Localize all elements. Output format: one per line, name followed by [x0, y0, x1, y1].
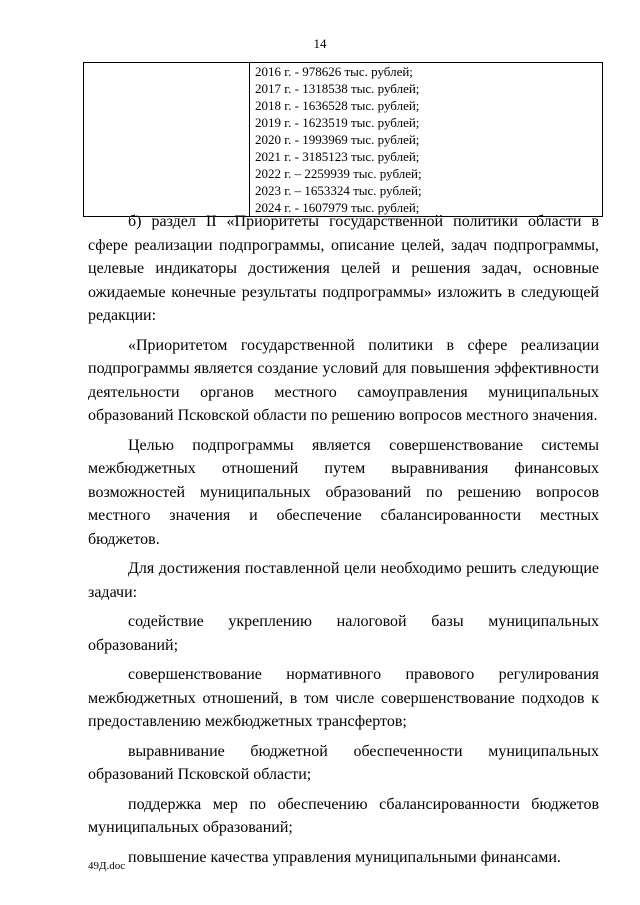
paragraph-priority: «Приоритетом государственной политики в сфере реализации подпрограммы является создание условий для повышения эффективности деятельности органов местного самоуправления муниципальных образований Псковской области по решению вопросов местного значения. — [88, 336, 599, 424]
funding-line-2018: 2018 г. - 1636528 тыс. рублей; — [255, 98, 420, 113]
funding-line-2020: 2020 г. - 1993969 тыс. рублей; — [255, 132, 420, 147]
funding-line-2017: 2017 г. - 1318538 тыс. рублей; — [255, 81, 420, 96]
paragraph-goal: Целью подпрограммы является совершенствование системы межбюджетных отношений путем выравнивания финансовых возможностей муниципальных образований по решению вопросов местного значения и обеспечение сбалансированности местных бюджетов. — [88, 436, 599, 548]
table-row — [84, 63, 603, 217]
paragraph-task-5: повышение качества управления муниципальными финансами. — [128, 848, 561, 866]
paragraph-task-3: выравнивание бюджетной обеспеченности муниципальных образований Псковской области; — [88, 742, 599, 783]
paragraph-task-4: поддержка мер по обеспечению сбалансированности бюджетов муниципальных образований; — [88, 795, 599, 836]
table-cell-empty — [84, 63, 250, 217]
paragraph-task-1: содействие укреплению налоговой базы муниципальных образований; — [88, 613, 599, 654]
funding-line-2024: 2024 г. - 1607979 тыс. рублей; — [255, 200, 420, 215]
paragraph-task-2: совершенствование нормативного правового регулирования межбюджетных отношений, в том числе совершенствование подходов к предоставлению межбюджетных трансфертов; — [88, 666, 599, 730]
paragraph-section-heading: б) раздел II «Приоритеты государственной политики области в сфере реализации подпрограммы, описание целей, задач подпрограммы, целевые индикаторы достижения целей и решения задач, основные ожидаемые конечные результаты подпрограммы» изложить в следующей редакции: — [88, 213, 599, 324]
funding-line-2023: 2023 г. – 1653324 тыс. рублей; — [255, 183, 422, 198]
funding-table — [83, 62, 603, 217]
document-body — [88, 210, 599, 869]
funding-line-2016: 2016 г. - 978626 тыс. рублей; — [255, 64, 413, 79]
paragraph-tasks-intro: Для достижения поставленной цели необходимо решить следующие задачи: — [88, 560, 599, 601]
page-number: 14 — [313, 36, 327, 51]
funding-line-2022: 2022 г. – 2259939 тыс. рублей; — [255, 166, 422, 181]
funding-line-2021: 2021 г. - 3185123 тыс. рублей; — [255, 149, 420, 164]
footer-filename: 49Д.doc — [88, 860, 126, 872]
table-cell-funding — [250, 63, 603, 217]
funding-line-2019: 2019 г. - 1623519 тыс. рублей; — [255, 115, 420, 130]
